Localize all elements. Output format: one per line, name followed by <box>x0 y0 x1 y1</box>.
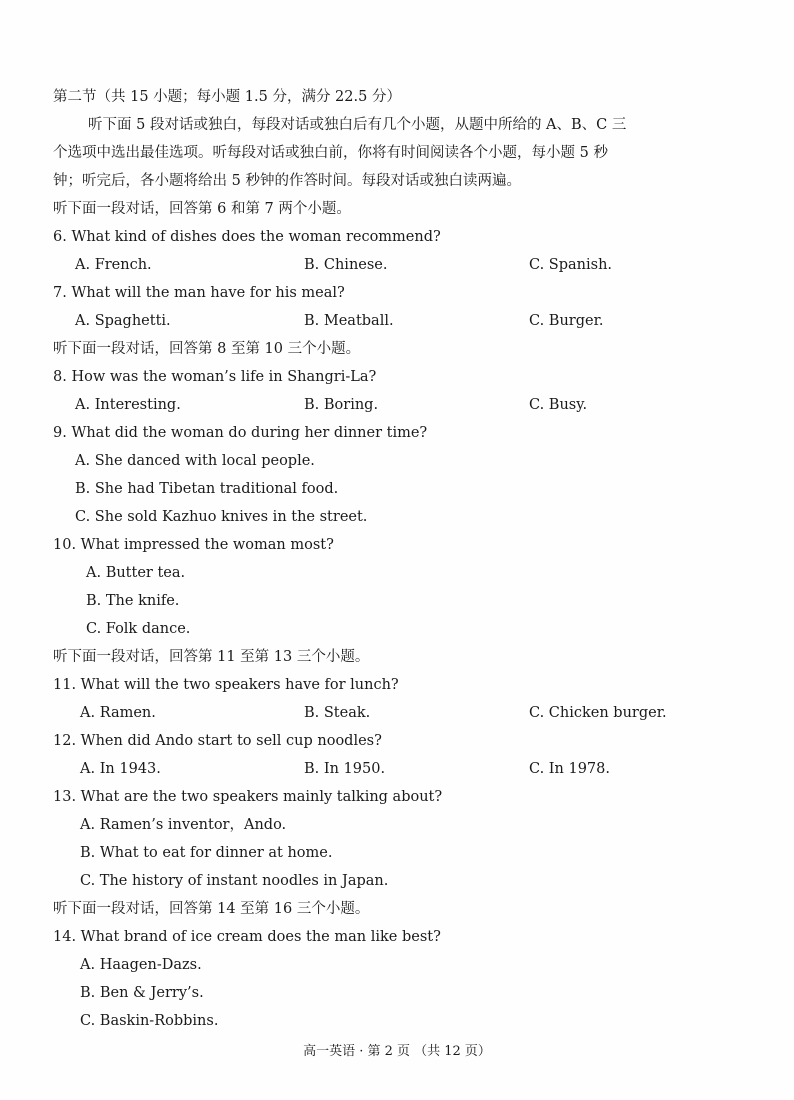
question-6-option-c: C. Spanish. <box>529 257 613 273</box>
question-12-option-b: B. In 1950. <box>304 761 386 777</box>
group-instruction-3: 听下面一段对话，回答第 11 至第 13 三个小题。 <box>53 649 370 665</box>
question-7-stem: 7. What will the man have for his meal? <box>53 285 345 301</box>
question-7-option-b: B. Meatball. <box>304 313 394 329</box>
question-6-option-a: A. French. <box>75 257 152 273</box>
section-title: 第二节（共 15 小题；每小题 1.5 分，满分 22.5 分） <box>53 89 401 105</box>
group-instruction-2: 听下面一段对话，回答第 8 至第 10 三个小题。 <box>53 341 361 357</box>
question-11-stem: 11. What will the two speakers have for lunch? <box>53 677 399 693</box>
question-6-stem: 6. What kind of dishes does the woman recommend? <box>53 229 441 245</box>
question-14-option-a: A. Haagen-Dazs. <box>80 957 202 973</box>
question-13-option-a: A. Ramen’s inventor，Ando. <box>80 817 287 833</box>
question-11-option-a: A. Ramen. <box>80 705 156 721</box>
directions-line-1: 听下面 5 段对话或独白，每段对话或独白后有几个小题，从题中所给的 A、B、C 三 <box>88 117 627 133</box>
group-instruction-1: 听下面一段对话，回答第 6 和第 7 两个小题。 <box>53 201 351 217</box>
question-14-option-c: C. Baskin-Robbins. <box>80 1013 219 1029</box>
question-13-option-c: C. The history of instant noodles in Japan. <box>80 873 389 889</box>
question-12-option-c: C. In 1978. <box>529 761 610 777</box>
question-8-option-a: A. Interesting. <box>75 397 181 413</box>
question-10-option-a: A. Butter tea. <box>86 565 186 581</box>
question-11-option-b: B. Steak. <box>304 705 371 721</box>
question-7-option-a: A. Spaghetti. <box>75 313 171 329</box>
question-9-option-a: A. She danced with local people. <box>75 453 315 469</box>
question-14-stem: 14. What brand of ice cream does the man like best? <box>53 929 441 945</box>
question-13-option-b: B. What to eat for dinner at home. <box>80 845 333 861</box>
page-footer: 高一英语 · 第 2 页 （共 12 页） <box>303 1044 491 1059</box>
question-13-stem: 13. What are the two speakers mainly talking about? <box>53 789 443 805</box>
directions-line-3: 钟；听完后，各小题将给出 5 秒钟的作答时间。每段对话或独白读两遍。 <box>53 173 521 189</box>
question-10-stem: 10. What impressed the woman most? <box>53 537 334 553</box>
question-6-option-b: B. Chinese. <box>304 257 388 273</box>
question-10-option-c: C. Folk dance. <box>86 621 191 637</box>
question-9-option-b: B. She had Tibetan traditional food. <box>75 481 339 497</box>
question-12-option-a: A. In 1943. <box>80 761 161 777</box>
question-8-option-b: B. Boring. <box>304 397 379 413</box>
question-7-option-c: C. Burger. <box>529 313 604 329</box>
question-14-option-b: B. Ben & Jerry’s. <box>80 985 204 1001</box>
question-10-option-b: B. The knife. <box>86 593 180 609</box>
group-instruction-4: 听下面一段对话，回答第 14 至第 16 三个小题。 <box>53 901 370 917</box>
directions-line-2: 个选项中选出最佳选项。听每段对话或独白前，你将有时间阅读各个小题，每小题 5 秒 <box>53 145 608 161</box>
question-8-stem: 8. How was the woman’s life in Shangri-La? <box>53 369 377 385</box>
question-8-option-c: C. Busy. <box>529 397 588 413</box>
question-9-option-c: C. She sold Kazhuo knives in the street. <box>75 509 368 525</box>
question-12-stem: 12. When did Ando start to sell cup noodles? <box>53 733 382 749</box>
question-11-option-c: C. Chicken burger. <box>529 705 667 721</box>
question-9-stem: 9. What did the woman do during her dinner time? <box>53 425 428 441</box>
